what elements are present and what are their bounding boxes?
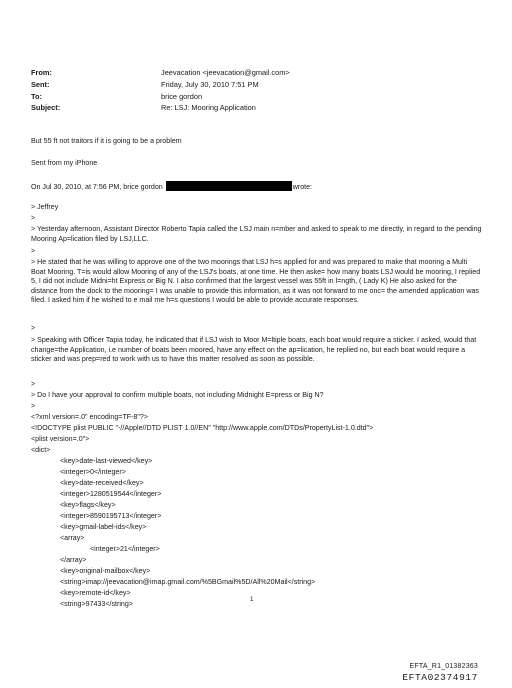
to-label: To:: [31, 92, 42, 101]
quote-intro-wrote: wrote:: [292, 183, 313, 191]
greeting: > Jeffrey: [31, 203, 59, 211]
subject-value: Re: LSJ: Mooring Application: [161, 103, 256, 112]
paragraph: > Yesterday afternoon, Assistant Director Roberto Tapia called the LSJ main n=mber and asked to speak to me directly, in regard to the pending Mooring Ap=lication filed by LSJ,LLC.: [31, 225, 482, 243]
plist-line: <integer>8590195713</integer>: [60, 512, 162, 520]
plist-line: </array>: [60, 556, 87, 564]
plist-line: <integer>21</integer>: [90, 545, 160, 553]
to-value: brice gordon: [161, 92, 203, 101]
from-value: Jeevacation <jeevacation@gmail.com>: [161, 68, 290, 77]
plist-line: <key>date-received</key>: [60, 479, 144, 487]
plist-line: <dict>: [31, 446, 51, 454]
quote-marker: >: [31, 247, 36, 255]
subject-label: Subject:: [31, 103, 61, 112]
plist-line: <integer>1280519544</integer>: [60, 490, 162, 498]
plist-line: <string>97433</string>: [60, 600, 133, 608]
sent-label: Sent:: [31, 80, 50, 89]
quote-intro: [31, 181, 483, 193]
page-number: 1: [250, 597, 254, 603]
plist-line: <string>imap://jeevacation@imap.gmail.com/%5BGmail%5D/All%20Mail</string>: [60, 578, 316, 586]
quote-marker: >: [31, 380, 36, 388]
plist-line: <key>remote-id</key>: [60, 589, 131, 597]
body-line: But 55 ft not traitors if it is going to be a problem: [31, 137, 182, 145]
quote-marker: >: [31, 214, 36, 222]
bates-number-large: EFTA02374917: [402, 672, 478, 683]
plist-line: <plist version=.0">: [31, 435, 90, 443]
plist-line: <key>date-last-viewed</key>: [60, 457, 153, 465]
from-label: From:: [31, 68, 52, 77]
plist-line: <?xml version=.0" encoding=TF-8"?>: [31, 413, 149, 421]
sent-value: Friday, July 30, 2010 7:51 PM: [161, 80, 259, 89]
quote-intro-text: On Jul 30, 2010, at 7:56 PM, brice gordon: [31, 183, 163, 191]
plist-line: <!DOCTYPE plist PUBLIC "-//Apple//DTD PLIST 1.0//EN" "http://www.apple.com/DTDs/PropertyList-1.0.dtd">: [31, 424, 374, 432]
plist-line: <key>original-mailbox</key>: [60, 567, 151, 575]
redaction-box: [166, 181, 292, 191]
paragraph: > He stated that he was willing to approve one of the two moorings that LSJ h=s applied for and was prepared to make that mooring a Multi Boat Mooring. T=is would allow Mooring of any of the LSJ's boats, at one time. He then aske= how many boats LSJ would be mooring, I replied 5, I did not include Midni=ht Express or Big N. I also confirmed that the largest vessel was 55ft in l=ngth, ( Lady K) He also asked for the distance from the dock to the mooring= I was unable to provide this information, as it was not forward to me onc= the amended application was filed. I asked him if he wished to e mail me h=s questions I would be able to provide accurate responses.: [31, 258, 481, 305]
quote-marker: >: [31, 324, 36, 332]
paragraph: > Do I have your approval to confirm multiple boats, not including Midnight E=press or Big N?: [31, 391, 324, 399]
paragraph: > Speaking with Officer Tapia today, he indicated that if LSJ wish to Moor M=ltiple boats, each boat would require a sticker. I asked, would that change=the Application, i.e number of boats been moored, have any effect on the ap=lication, he replied no, but each boat would require a sticker and was prep=red to work with us to have this matter resolved as soon as possible.: [31, 336, 477, 364]
plist-line: <key>gmail-label-ids</key>: [60, 523, 147, 531]
plist-line: <key>flags</key>: [60, 501, 116, 509]
signature: Sent from my iPhone: [31, 159, 98, 167]
plist-line: <array>: [60, 534, 85, 542]
bates-number-small: EFTA_R1_01382363: [409, 663, 478, 670]
quote-marker: >: [31, 402, 36, 410]
plist-line: <integer>0</integer>: [60, 468, 126, 476]
